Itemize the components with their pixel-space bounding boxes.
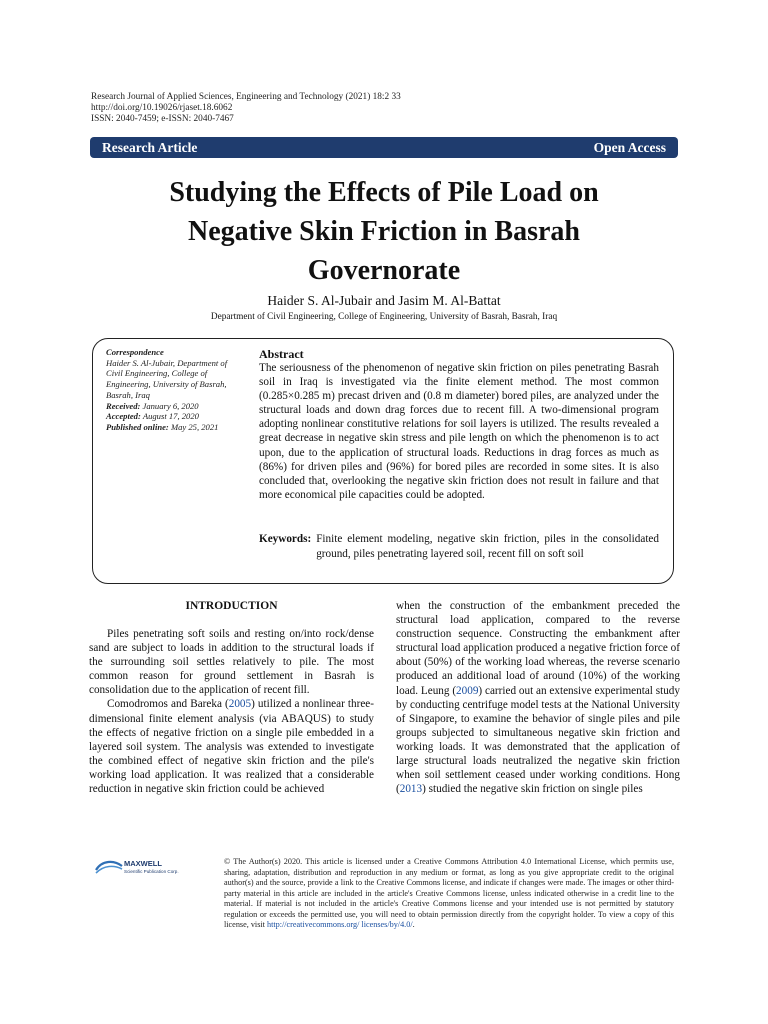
issn: ISSN: 2040-7459; e-ISSN: 2040-7467 [91, 114, 234, 125]
publisher-logo [94, 856, 190, 878]
correspondence-line: Civil Engineering, College of [106, 368, 208, 379]
title-line: Governorate [307, 255, 461, 286]
citation-link[interactable]: 2005 [228, 698, 252, 711]
abstract-heading: Abstract [259, 347, 304, 361]
svg-text:Scientific Publication Corp.: Scientific Publication Corp. [124, 869, 179, 874]
article-type-label: Research Article [102, 139, 198, 155]
title-line: Negative Skin Friction in Basrah [187, 216, 580, 247]
article-type-banner [90, 137, 678, 158]
published-date: Published online: May 25, 2021 [106, 421, 219, 432]
journal-header [91, 92, 401, 126]
correspondence-line: Basrah, Iraq [106, 389, 150, 400]
left-column [89, 599, 374, 796]
citation-link[interactable]: 2013 [399, 783, 423, 796]
license-link[interactable]: http://creativecommons.org/ licenses/by/4.0/ [266, 920, 413, 929]
maxwell-logo-icon [94, 856, 190, 878]
abstract [259, 347, 659, 502]
doi-link[interactable]: http://doi.org/10.19026/rjaset.18.6062 [91, 103, 233, 114]
introduction-heading: INTRODUCTION [185, 600, 278, 612]
citation-link[interactable]: 2009 [456, 684, 479, 697]
keywords [259, 532, 659, 562]
authors: Haider S. Al-Jubair and Jasim M. Al-Battat [267, 293, 501, 308]
correspondence-label: Correspondence [106, 347, 164, 357]
paragraph: Piles penetrating soft soils and resting on/into rock/dense sand are subject to loads in addition to the structural loads if the surrounding soil settles relatively to pile. The most common reason for ground settlement in Basrah is consolidation due to the application of recent fill. [89, 628, 374, 697]
received-date: Received: January 6, 2020 [106, 400, 199, 411]
paper-title [90, 173, 678, 290]
paragraph: when the construction of the embankment preceded the structural load application, compared to the reverse construction sequence. Constructing the embankment after structural load application produced a negative friction force of about (50%) of the working load whereas, the reverse scenario produced an additional load of around (10%) of the working load. Leung (2009) carried out an extensive experimental study by conducting centrifuge model tests at the National University of Singapore, to examine the behavior of single piles and pile groups subjected to simultaneous negative skin friction and working loads. It was demonstrated that the application of large structural loads neutralized the negative skin friction when soil settlement ceased under working conditions. Hong (2013) studied the negative skin friction on single piles [396, 600, 680, 796]
correspondence-block [106, 347, 246, 433]
right-column [396, 599, 680, 796]
keywords-text: Finite element modeling, negative skin friction, piles in the consolidated ground, piles penetrating layered soil, recent fill on soft soil [316, 533, 659, 560]
keywords-label: Keywords: [259, 533, 312, 545]
open-access-label: Open Access [593, 139, 666, 155]
svg-text:MAXWELL: MAXWELL [124, 859, 162, 868]
correspondence-line: Haider S. Al-Jubair, Department of [106, 357, 228, 368]
journal-citation: Research Journal of Applied Sciences, Engineering and Technology (2021) 18:2 33 [91, 92, 401, 102]
abstract-text: The seriousness of the phenomenon of negative skin friction on piles penetrating Basrah soil in Iraq is investigated via the finite element method. The most common (0.285×0.285 m) precast driven and (0.8 m diameter) bored piles, are analyzed under the structural loads and down drag forces due to recent fill. A two-dimensional program adopting nonlinear constitutive relations for soil layers is utilized. The results revealed a great decrease in negative skin stress and pile length on which the phenomenon is to act upon, due to the application of structural loads. Reductions in drag forces as much as (86%) for driven piles and (96%) for bored piles are recorded in some sites. It is also concluded that, overlooking the negative skin friction does not result in failure and that more economical pile capacities could be adopted. [259, 362, 659, 501]
correspondence-line: Engineering, University of Basrah, [106, 379, 227, 390]
license-notice: © The Author(s) 2020. This article is licensed under a Creative Commons Attribution 4.0 International License, which permits use, sharing, adaptation, distribution and reproduction in any medium or format, as long as you give appropriate credit to the original author(s) and the source, provide a link to the Creative Commons license, and indicate if changes were made. The images or other third-party material in this article are included in the article's Creative Commons license, unless indicated otherwise in a credit line to the material. If material is not included in the article's Creative Commons license and your intended use is not permitted by statutory regulation or exceeds the permitted use, you will need to obtain permission directly from the copyright holder. To view a copy of this license, visit http://creativecommons.org/ licenses/by/4.0/. [224, 857, 674, 929]
paragraph: Comodromos and Bareka (2005) utilized a nonlinear three-dimensional finite element analysis (via ABAQUS) to study the effects of negative friction on a single pile embedded in a layered soil system. The analysis was extended to investigate the combined effect of negative skin friction and the pile's working load application. It was realized that a considerable reduction in negative skin friction could be achieved [89, 698, 374, 796]
affiliation: Department of Civil Engineering, College of Engineering, University of Basrah, Basrah, Iraq [210, 312, 558, 322]
accepted-date: Accepted: August 17, 2020 [106, 411, 199, 422]
title-line: Studying the Effects of Pile Load on [169, 177, 599, 208]
